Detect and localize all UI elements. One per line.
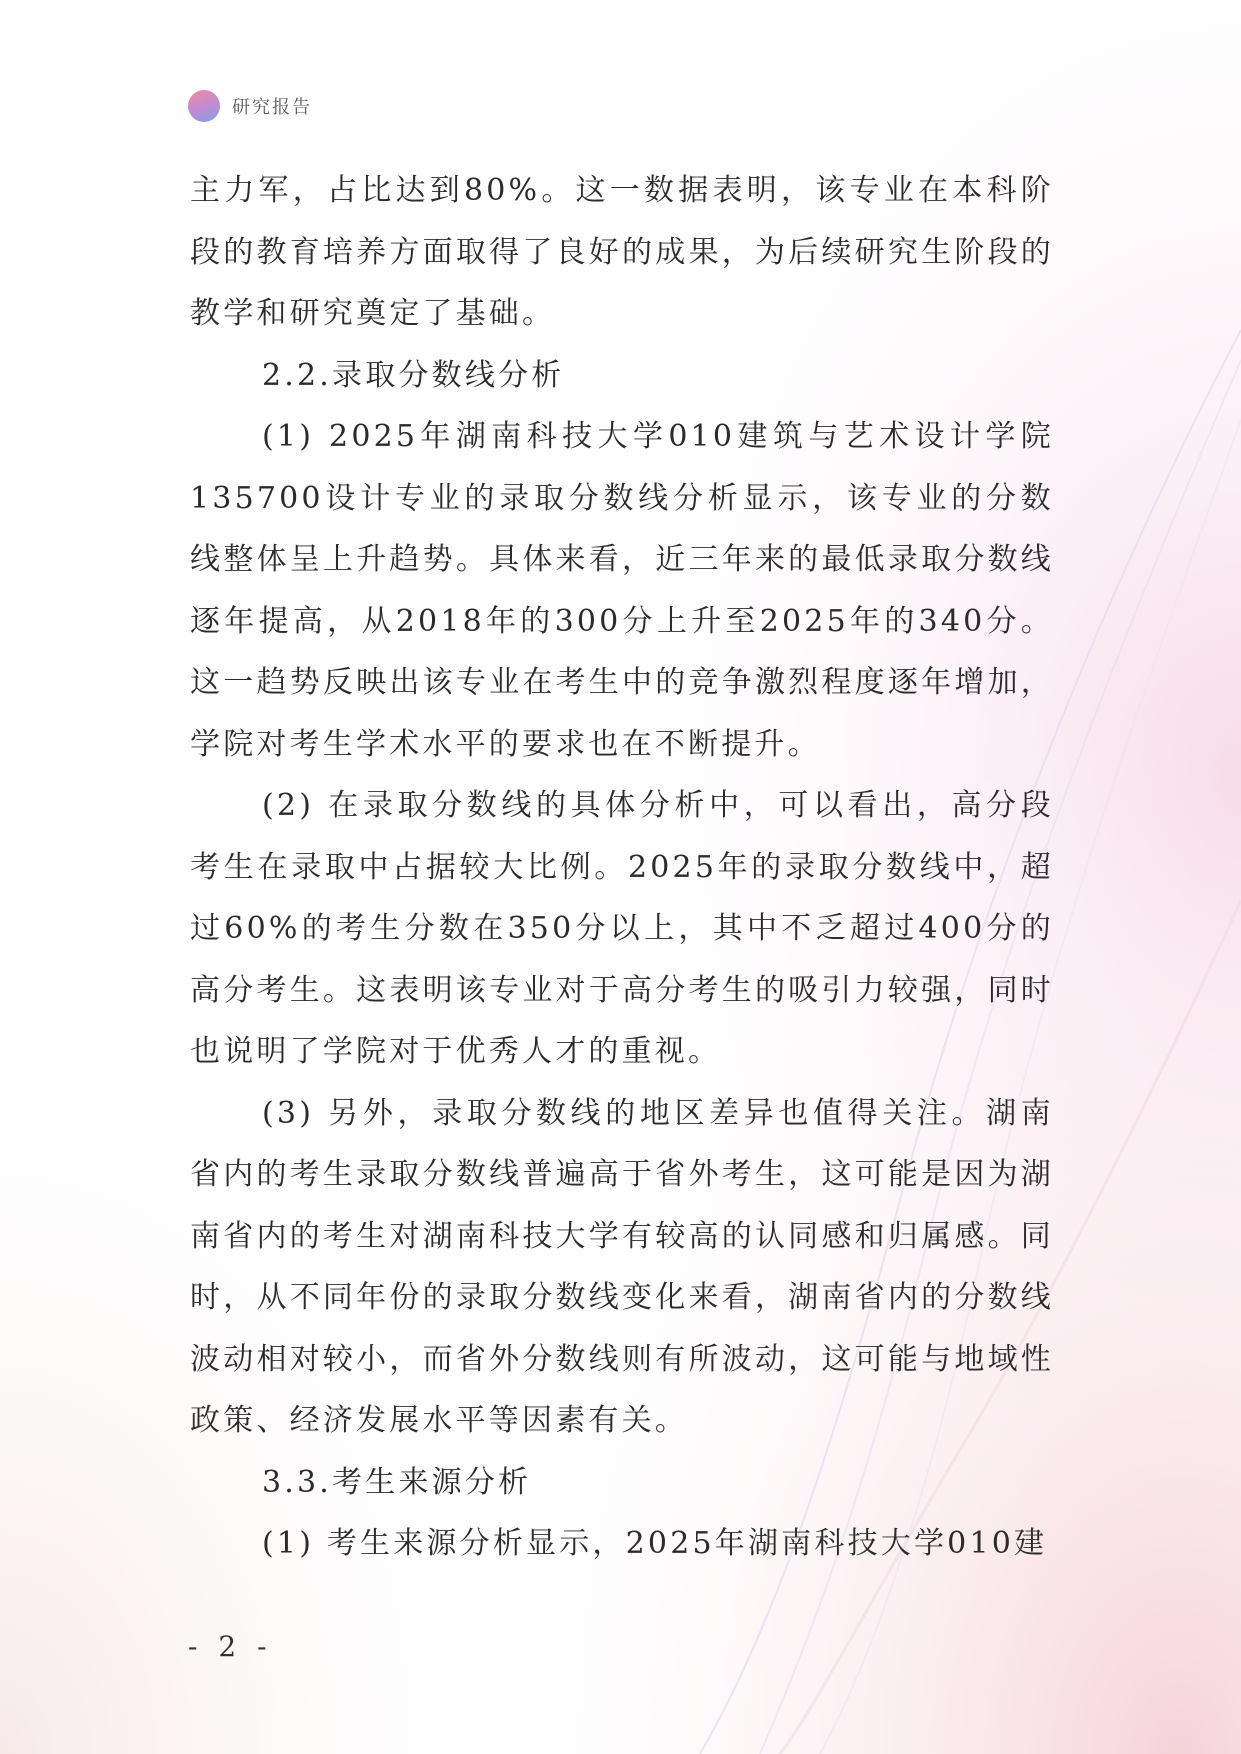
report-header <box>188 89 312 123</box>
paragraph-continuation: 主力军，占比达到80%。这一数据表明，该专业在本科阶段的教育培养方面取得了良好的成果，为后续研究生阶段的教学和研究奠定了基础。 <box>190 173 1054 331</box>
logo-icon <box>188 90 220 122</box>
paragraph-source-1: (1) 考生来源分析显示，2025年湖南科技大学010建 <box>262 1526 1048 1561</box>
page-number: - 2 - <box>188 1630 273 1663</box>
document-body <box>190 160 1054 1575</box>
section-heading-3-3: 3.3.考生来源分析 <box>262 1464 532 1500</box>
paragraph-point-2: (2) 在录取分数线的具体分析中，可以看出，高分段考生在录取中占据较大比例。2025年的录取分数线中，超过60%的考生分数在350分以上，其中不乏超过400分的高分考生。这表明该专业对于高分考生的吸引力较强，同时也说明了学院对于优秀人才的重视。 <box>190 788 1054 1069</box>
header-label: 研究报告 <box>232 97 312 118</box>
section-heading-2-2: 2.2.录取分数线分析 <box>262 357 565 393</box>
paragraph-point-1: (1) 2025年湖南科技大学010建筑与艺术设计学院135700设计专业的录取分数线分析显示，该专业的分数线整体呈上升趋势。具体来看，近三年来的最低录取分数线逐年提高，从2018年的300分上升至2025年的340分。这一趋势反映出该专业在考生中的竞争激烈程度逐年增加，学院对考生学术水平的要求也在不断提升。 <box>190 419 1054 762</box>
paragraph-point-3: (3) 另外，录取分数线的地区差异也值得关注。湖南省内的考生录取分数线普遍高于省外考生，这可能是因为湖南省内的考生对湖南科技大学有较高的认同感和归属感。同时，从不同年份的录取分数线变化来看，湖南省内的分数线波动相对较小，而省外分数线则有所波动，这可能与地域性政策、经济发展水平等因素有关。 <box>190 1095 1054 1438</box>
